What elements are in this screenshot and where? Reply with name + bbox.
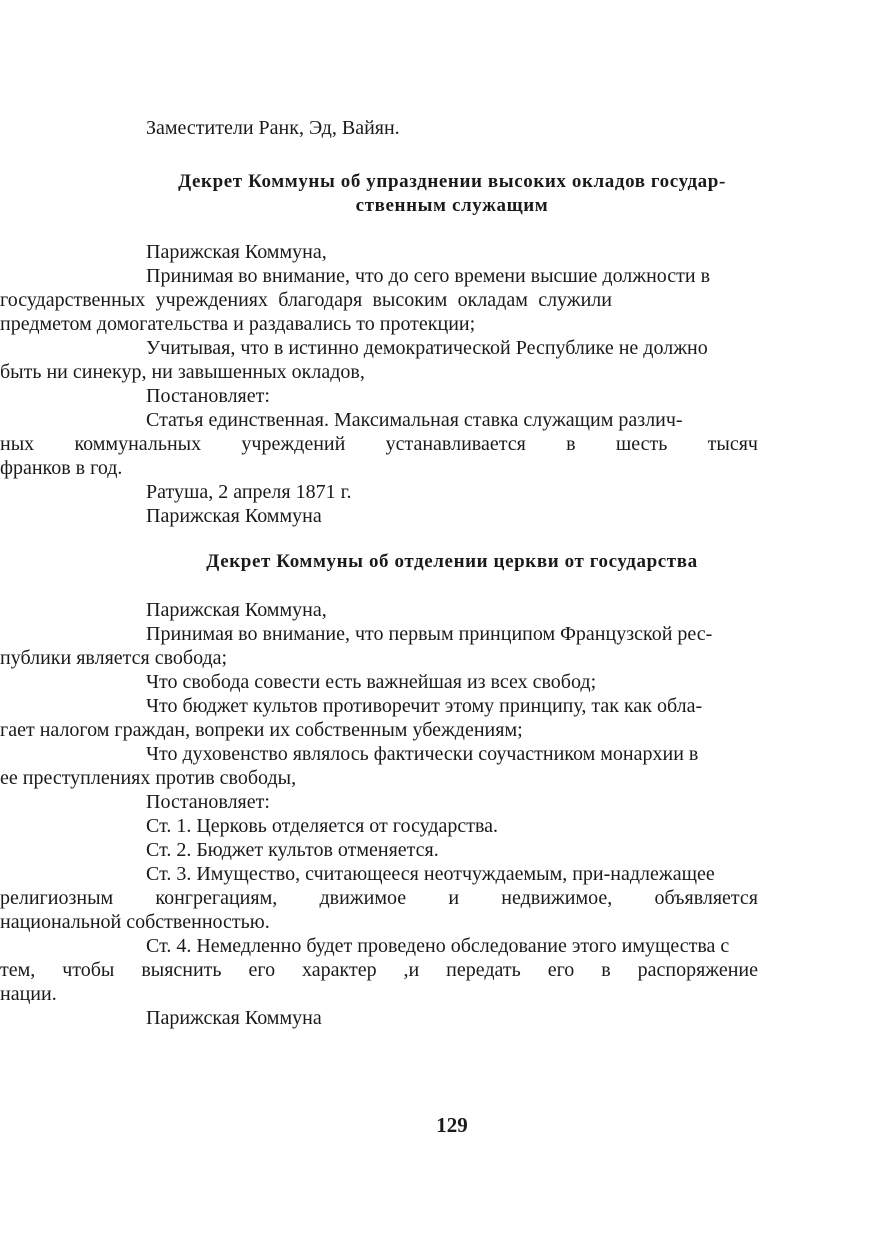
- decree1-line: [0, 288, 612, 312]
- decree1-line: Учитывая, что в истинно демократической Республике не должно: [146, 337, 708, 359]
- decree1-line: предметом домогательства и раздавались то протекции;: [0, 313, 476, 335]
- decree1-line: [0, 432, 758, 456]
- decree2-line: национальной собственностью.: [0, 911, 270, 933]
- decree2-line-text: религиозным конгрегациям, движимое и недвижимое, объявляется: [0, 887, 758, 909]
- decree2-line-text: тем, чтобы выяснить его характер ,и передать его в распоряжение: [0, 959, 758, 981]
- decree2-line: Что свобода совести есть важнейшая из всех свобод;: [146, 671, 597, 693]
- deputies-line: Заместители Ранк, Эд, Вайян.: [146, 117, 400, 139]
- decree2-line: Ст. 2. Бюджет культов отменяется.: [146, 839, 439, 861]
- decree2-line: Парижская Коммуна,: [146, 599, 327, 621]
- decree2-line: [0, 958, 758, 982]
- decree2-line: публики является свобода;: [0, 647, 228, 669]
- decree1-line: Парижская Коммуна: [146, 505, 322, 527]
- decree1-line-text: государственных учреждениях благодаря высоким окладам служили: [0, 289, 612, 311]
- decree1-line: Парижская Коммуна,: [146, 241, 327, 263]
- page-number: 129: [436, 1113, 468, 1137]
- decree1-line: Принимая во внимание, что до сего времени высшие должности в: [146, 265, 711, 287]
- decree1-line-text: ных коммунальных учреждений устанавливается в шесть тысяч: [0, 433, 758, 455]
- decree1-line: Постановляет:: [146, 385, 270, 407]
- decree1-title-line1: Декрет Коммуны об упразднении высоких окладов государ-: [178, 171, 726, 192]
- decree1-line: франков в год.: [0, 457, 123, 479]
- decree1-line: Ратуша, 2 апреля 1871 г.: [146, 481, 352, 503]
- decree2-line: [0, 886, 758, 910]
- decree2-line: Постановляет:: [146, 791, 270, 813]
- decree2-line: ее преступлениях против свободы,: [0, 767, 297, 789]
- decree2-line: Что духовенство являлось фактически соучастником монархии в: [146, 743, 699, 765]
- decree1-title-line2: ственным служащим: [355, 195, 549, 216]
- decree2-line: Ст. 1. Церковь отделяется от государства.: [146, 815, 499, 837]
- decree2-line: Ст. 4. Немедленно будет проведено обследование этого имущества с: [146, 935, 730, 957]
- decree1-line: Статья единственная. Максимальная ставка служащим различ-: [146, 409, 683, 431]
- decree2-line: Что бюджет культов противоречит этому принципу, так как обла-: [146, 695, 703, 717]
- decree2-line: Ст. 3. Имущество, считающееся неотчуждаемым, при-надлежащее: [146, 863, 715, 885]
- decree2-line: Парижская Коммуна: [146, 1007, 322, 1029]
- decree2-line: нации.: [0, 983, 57, 1005]
- decree2-line: гает налогом граждан, вопреки их собственным убеждениям;: [0, 719, 523, 741]
- decree1-line: быть ни синекур, ни завышенных окладов,: [0, 361, 365, 383]
- decree2-title: Декрет Коммуны об отделении церкви от государства: [206, 551, 698, 572]
- decree2-line: Принимая во внимание, что первым принципом Французской рес-: [146, 623, 713, 645]
